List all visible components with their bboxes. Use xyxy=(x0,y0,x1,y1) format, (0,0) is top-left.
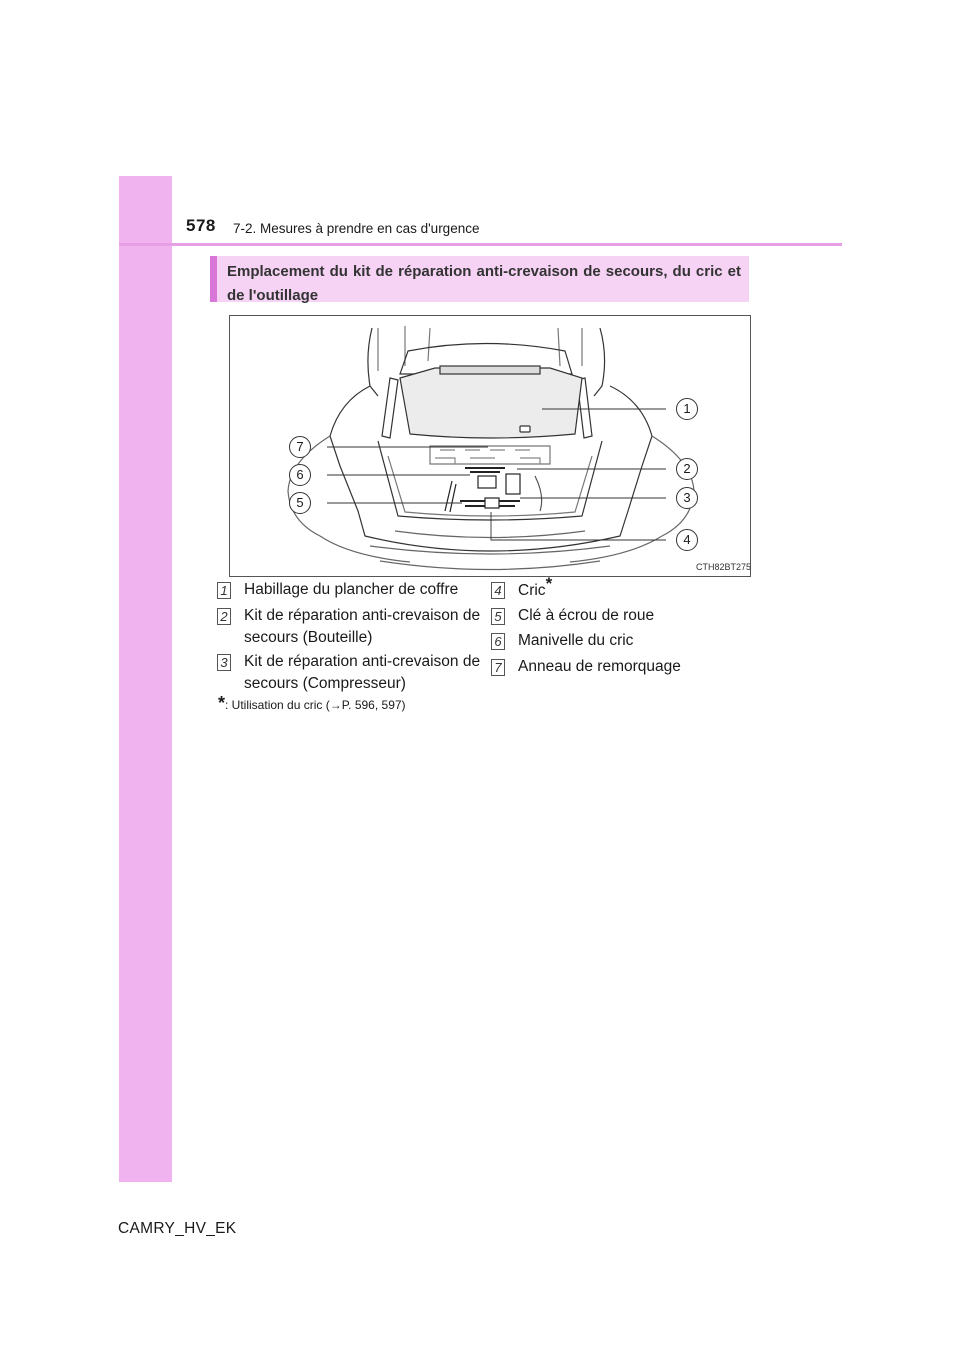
legend-item-5 xyxy=(491,605,741,629)
legend-item-3 xyxy=(217,651,487,697)
footnote-asterisk: * xyxy=(218,693,226,713)
header-rule xyxy=(119,243,842,246)
legend-text: Habillage du plancher de coffre xyxy=(244,581,459,598)
section-title: 7-2. Mesures à prendre en cas d'urgence xyxy=(233,221,480,236)
chapter-side-tab xyxy=(119,176,172,1182)
callout-3: 3 xyxy=(676,487,698,509)
legend-item-1 xyxy=(217,579,487,603)
trunk-illustration xyxy=(229,315,751,577)
footnote xyxy=(218,693,406,714)
callout-6: 6 xyxy=(289,464,311,486)
legend-text-line2: secours (Compresseur) xyxy=(244,675,406,692)
legend-item-2 xyxy=(217,605,487,651)
legend-text: Manivelle du cric xyxy=(518,632,634,649)
legend-text: Cric* xyxy=(518,574,553,599)
legend-number: 5 xyxy=(491,608,505,625)
callout-7: 7 xyxy=(289,436,311,458)
footnote-text: : Utilisation du cric (→P. 596, 597) xyxy=(225,698,406,712)
legend-number: 3 xyxy=(217,654,231,671)
legend-item-4 xyxy=(491,574,741,603)
asterisk-mark: * xyxy=(545,574,553,593)
callout-5: 5 xyxy=(289,492,311,514)
legend-text-line2: secours (Bouteille) xyxy=(244,629,373,646)
legend-text: Clé à écrou de roue xyxy=(518,607,655,624)
legend-number: 7 xyxy=(491,659,505,676)
legend-number: 6 xyxy=(491,633,505,650)
document-code: CAMRY_HV_EK xyxy=(118,1220,237,1237)
legend-number: 1 xyxy=(217,582,231,599)
section-heading: Emplacement du kit de réparation anti-crevaison de secours, du cric et de l'outillage xyxy=(210,256,749,302)
legend-text: Kit de réparation anti-crevaison de xyxy=(244,653,481,670)
legend-number: 2 xyxy=(217,608,231,625)
legend-item-7 xyxy=(491,656,741,680)
legend-item-6 xyxy=(491,630,741,654)
legend-text: Kit de réparation anti-crevaison de xyxy=(244,607,481,624)
legend-number: 4 xyxy=(491,582,505,599)
callout-4: 4 xyxy=(676,529,698,551)
figure-code: CTH82BT275 xyxy=(696,562,752,572)
callout-2: 2 xyxy=(676,458,698,480)
callout-1: 1 xyxy=(676,398,698,420)
legend-text: Anneau de remorquage xyxy=(518,658,681,675)
page-number: 578 xyxy=(186,216,216,235)
